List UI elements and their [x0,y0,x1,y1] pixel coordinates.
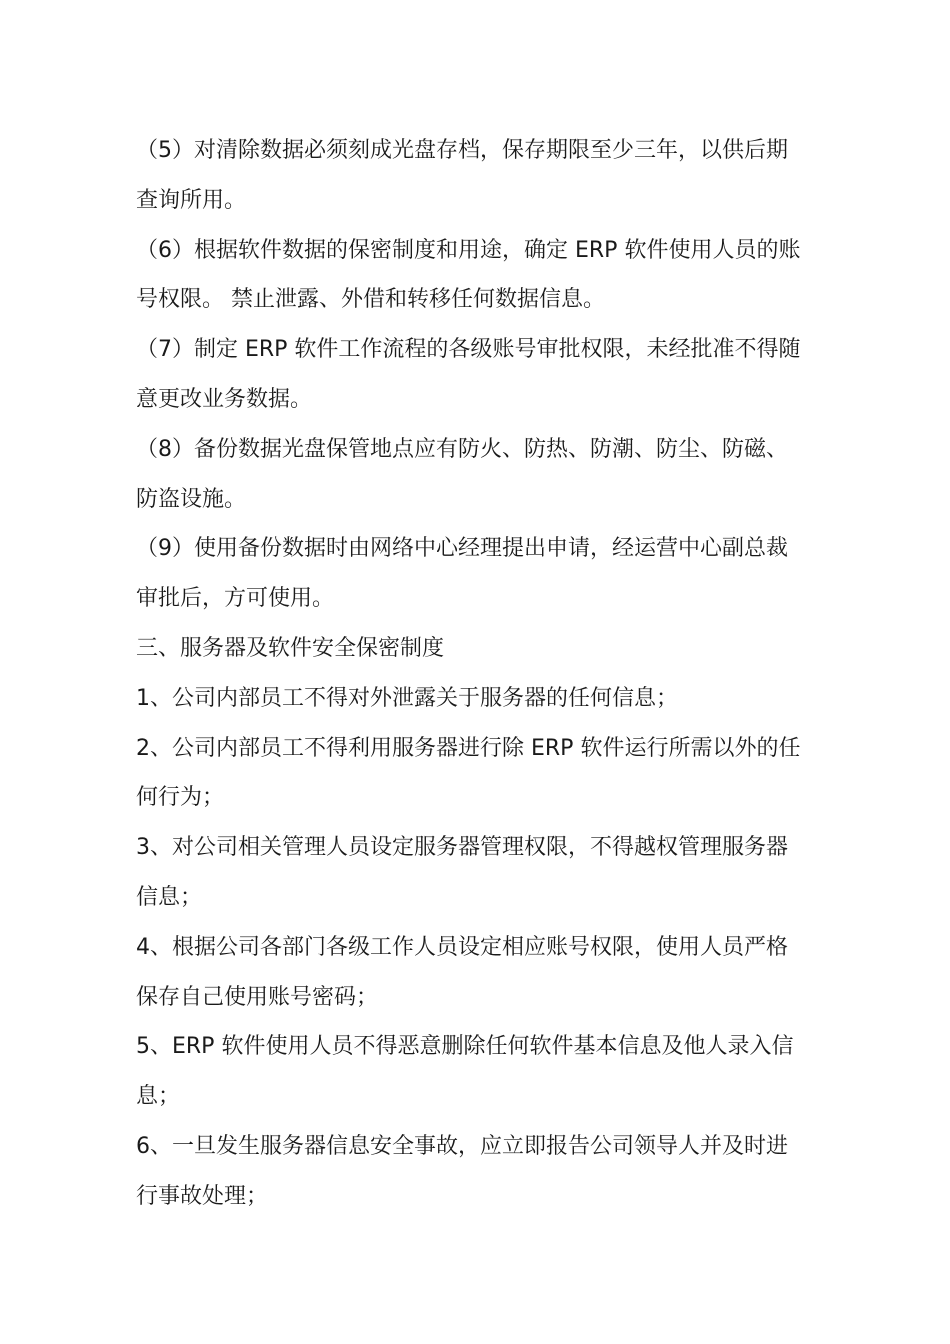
text-line: 3、对公司相关管理人员设定服务器管理权限，不得越权管理服务器 [136,835,788,861]
text-line: 6、一旦发生服务器信息安全事故，应立即报告公司领导人并及时进 [136,1133,788,1159]
paragraph-7 [136,325,816,425]
paragraph-9 [136,524,816,624]
rule-5 [136,1022,816,1122]
text-line: 防盗设施。 [136,486,247,512]
text-line: 查询所用。 [136,187,247,213]
rule-1 [136,674,816,724]
text-line: 何行为； [136,785,225,811]
text-line: 2、公司内部员工不得利用服务器进行除 ERP 软件运行所需以外的任 [136,735,801,761]
text-line: 5、ERP 软件使用人员不得恶意删除任何软件基本信息及他人录入信 [136,1034,794,1060]
text-line: （6）根据软件数据的保密制度和用途，确定 ERP 软件使用人员的账 [136,237,801,263]
heading-line: 三、服务器及软件安全保密制度 [136,635,445,661]
text-line: 审批后，方可使用。 [136,586,335,612]
text-line: 号权限。 禁止泄露、外借和转移任何数据信息。 [136,287,605,313]
rule-4 [136,923,816,1023]
text-line: 信息； [136,884,203,910]
paragraph-6 [136,226,816,326]
paragraph-5 [136,126,816,226]
section-heading [136,624,816,674]
text-line: 4、根据公司各部门各级工作人员设定相应账号权限，使用人员严格 [136,934,788,960]
text-line: 息； [136,1084,181,1110]
text-line: （9）使用备份数据时由网络中心经理提出申请，经运营中心副总裁 [136,536,788,562]
text-line: 意更改业务数据。 [136,386,313,412]
document-body [136,126,816,1222]
rule-2 [136,724,816,824]
text-line: 保存自己使用账号密码； [136,984,379,1010]
text-line: （8）备份数据光盘保管地点应有防火、防热、防潮、防尘、防磁、 [136,436,788,462]
text-line: （5）对清除数据必须刻成光盘存档，保存期限至少三年，以供后期 [136,138,788,163]
text-line: 1、公司内部员工不得对外泄露关于服务器的任何信息； [136,685,678,711]
text-line: 行事故处理； [136,1183,269,1209]
paragraph-8 [136,425,816,525]
text-line: （7）制定 ERP 软件工作流程的各级账号审批权限，未经批准不得随 [136,337,801,363]
rule-3 [136,823,816,923]
rule-6 [136,1122,816,1222]
